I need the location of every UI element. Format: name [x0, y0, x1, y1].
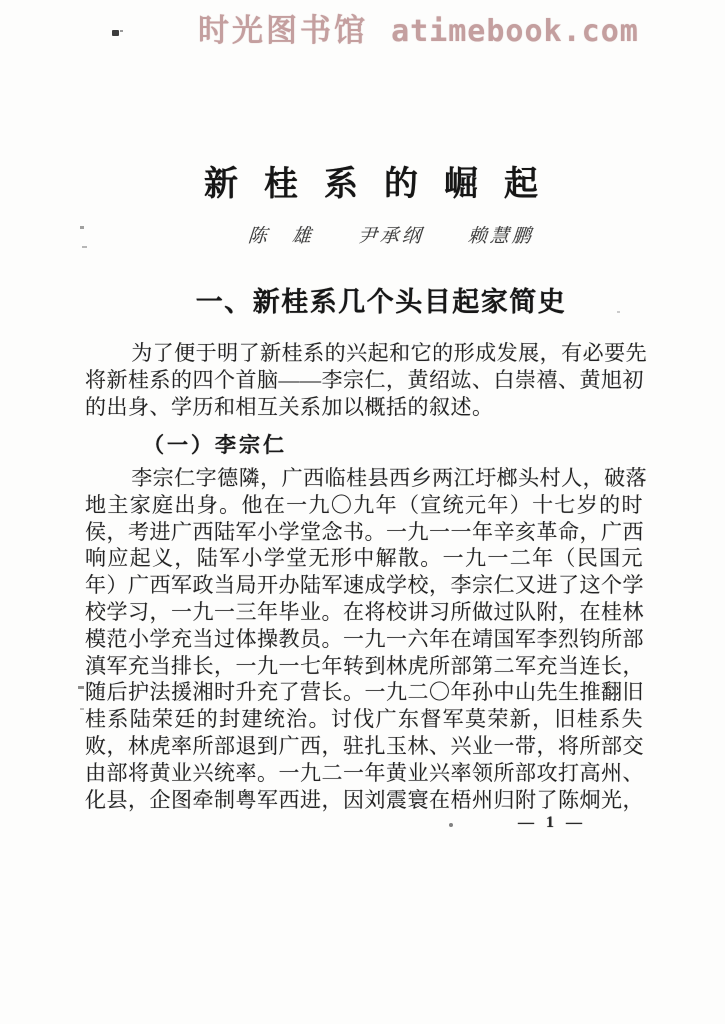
- scan-artifact: [80, 708, 84, 710]
- body-line: 随后护法援湘时升充了营长。一九二〇年孙中山先生推翻旧: [85, 680, 644, 705]
- intro-paragraph: [85, 340, 648, 420]
- scan-artifact: [449, 823, 453, 827]
- body-line: 响应起义，陆军小学堂无形中解散。一九一二年（民国元: [85, 546, 643, 571]
- site-watermark: [198, 5, 639, 50]
- scan-artifact: [617, 311, 620, 313]
- body-line: 侯，考进广西陆军小学堂念书。一九一一年辛亥革命，广西: [85, 519, 644, 544]
- intro-line: 为了便于明了新桂系的兴起和它的形成发展，有必要先: [131, 341, 648, 365]
- article-title: 新桂系的崛起: [204, 166, 564, 203]
- section-heading: 一、新桂系几个头目起家简史: [195, 287, 567, 317]
- scan-artifact: [112, 30, 119, 36]
- intro-line: 将新桂系的四个首脑——李宗仁，黄绍竑、白崇禧、黄旭初: [85, 367, 644, 392]
- scan-artifact: [82, 246, 87, 248]
- watermark-en-text: [372, 14, 391, 49]
- intro-line: 的出身、学历和相互关系加以概括的叙述。: [85, 394, 494, 419]
- body-line: 地主家庭出身。他在一九〇九年（宣统元年）十七岁的时: [85, 492, 643, 517]
- watermark-cn-text: 时光图书馆: [198, 13, 368, 49]
- scan-artifact: [80, 226, 84, 229]
- body-line: 滇军充当排长，一九一七年转到林虎所部第二军充当连长，: [85, 653, 644, 678]
- authors-line: 陈 雄 尹承纲 赖慧鹏: [247, 226, 535, 247]
- subsection-heading: （一）李宗仁: [143, 433, 287, 457]
- body-line: 桂系陆荣廷的封建统治。讨伐广东督军莫荣新，旧桂系失: [85, 707, 643, 732]
- page-number: — 1 —: [518, 814, 586, 831]
- scan-artifact: [78, 686, 84, 689]
- watermark-url-text: atimebook.com: [391, 14, 639, 49]
- body-line: 化县，企图牵制粤军西进，因刘震寰在梧州归附了陈炯光，: [85, 787, 644, 812]
- body-line: 由部将黄业兴统率。一九二一年黄业兴率领所部攻打高州、: [85, 760, 644, 785]
- body-line: 年）广西军政当局开办陆军速成学校，李宗仁又进了这个学: [85, 573, 644, 598]
- body-paragraph: [85, 465, 648, 813]
- body-line: 模范小学充当过体操教员。一九一六年在靖国军李烈钧所部: [85, 626, 644, 651]
- body-line: 校学习，一九一三年毕业。在将校讲习所做过队附，在桂林: [85, 599, 644, 624]
- body-line: 败，林虎率所部退到广西，驻扎玉林、兴业一带，将所部交: [85, 733, 644, 758]
- body-line: 李宗仁字德隣，广西临桂县西乡两江圩榔头村人，破落: [131, 466, 648, 490]
